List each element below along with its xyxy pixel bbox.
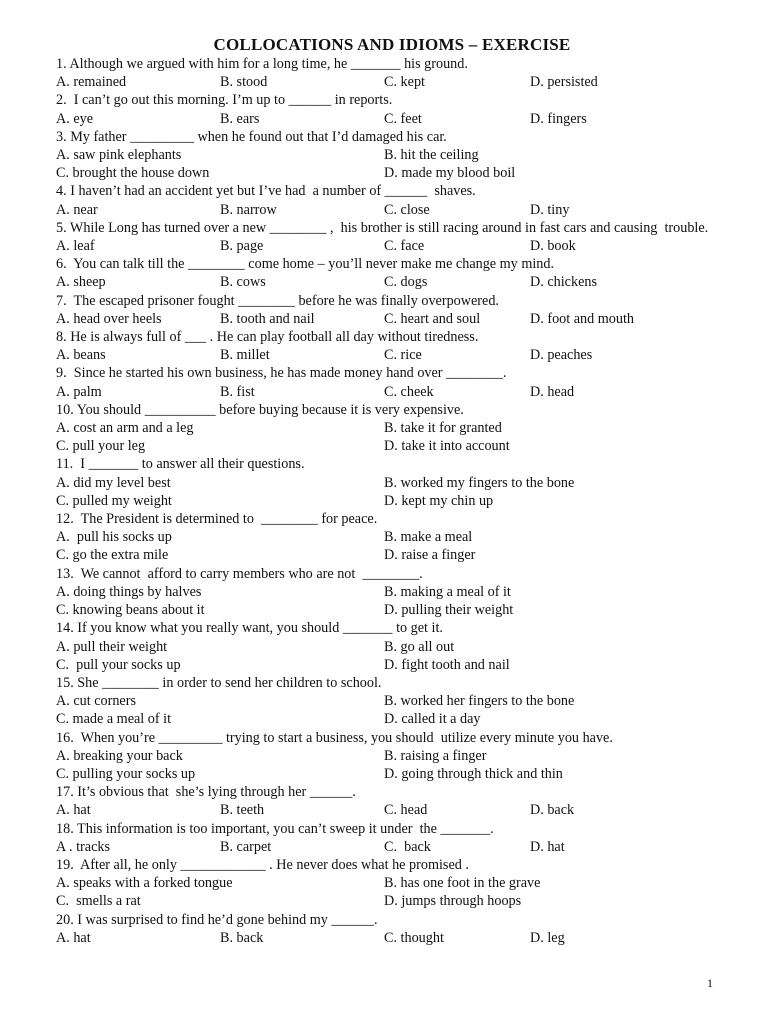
question-stem: 5. While Long has turned over a new ________ , his brother is still racing around in fast cars and causing trouble. bbox=[56, 219, 709, 236]
answer-option-d: D. back bbox=[530, 802, 575, 819]
question-stem: 6. You can talk till the ________ come home – you’ll never make me change my mind. bbox=[56, 256, 555, 273]
answer-options bbox=[56, 474, 728, 510]
answer-option-d: D. chickens bbox=[530, 274, 597, 291]
answer-option-a: A. eye bbox=[56, 110, 94, 127]
answer-option-b: B. narrow bbox=[220, 201, 277, 218]
answer-option-c: C. thought bbox=[384, 929, 444, 946]
answer-option-b: B. raising a finger bbox=[384, 747, 487, 764]
answer-options bbox=[56, 273, 728, 291]
answer-option-d: D. foot and mouth bbox=[530, 310, 635, 327]
answer-option-b: B. worked her fingers to the bone bbox=[384, 693, 575, 710]
answer-options bbox=[56, 383, 728, 401]
answer-option-c: C. go the extra mile bbox=[56, 547, 169, 564]
question-7 bbox=[56, 292, 728, 328]
answer-option-d: D. tiny bbox=[530, 201, 570, 218]
question-3 bbox=[56, 128, 728, 183]
question-stem: 11. I _______ to answer all their questions. bbox=[56, 456, 305, 473]
answer-option-b: B. making a meal of it bbox=[384, 583, 511, 600]
answer-option-b: B. carpet bbox=[220, 838, 272, 855]
answer-option-d: D. fight tooth and nail bbox=[384, 656, 510, 673]
answer-option-d: D. jumps through hoops bbox=[384, 893, 522, 910]
answer-option-a: A . tracks bbox=[56, 838, 110, 855]
answer-options bbox=[56, 528, 728, 564]
question-17 bbox=[56, 783, 728, 819]
question-stem: 4. I haven’t had an accident yet but I’ve had a number of ______ shaves. bbox=[56, 183, 476, 200]
question-8 bbox=[56, 328, 728, 364]
question-2 bbox=[56, 91, 728, 127]
answer-option-c: C. pull your leg bbox=[56, 438, 146, 455]
answer-option-c: C. face bbox=[384, 238, 425, 255]
question-stem: 10. You should __________ before buying because it is very expensive. bbox=[56, 401, 464, 418]
question-stem: 13. We cannot afford to carry members who are not ________. bbox=[56, 565, 423, 582]
answer-options bbox=[56, 929, 728, 947]
question-stem: 19. After all, he only ____________ . He never does what he promised . bbox=[56, 856, 469, 873]
answer-option-a: A. leaf bbox=[56, 238, 95, 255]
question-4 bbox=[56, 182, 728, 218]
question-stem: 20. I was surprised to find he’d gone behind my ______. bbox=[56, 911, 378, 928]
answer-option-a: A. doing things by halves bbox=[56, 583, 202, 600]
answer-option-b: B. make a meal bbox=[384, 529, 473, 546]
answer-options bbox=[56, 638, 728, 674]
answer-option-d: D. take it into account bbox=[384, 438, 510, 455]
answer-options bbox=[56, 310, 728, 328]
answer-option-b: B. hit the ceiling bbox=[384, 147, 479, 164]
answer-options bbox=[56, 747, 728, 783]
answer-option-a: A. sheep bbox=[56, 274, 106, 291]
answer-option-b: B. teeth bbox=[220, 802, 265, 819]
answer-options bbox=[56, 237, 728, 255]
answer-option-b: B. back bbox=[220, 929, 264, 946]
answer-option-a: A. did my level best bbox=[56, 474, 171, 491]
question-stem: 17. It’s obvious that she’s lying through her ______. bbox=[56, 784, 356, 801]
answer-option-a: A. remained bbox=[56, 74, 127, 91]
question-6 bbox=[56, 255, 728, 291]
answer-option-c: C. back bbox=[384, 838, 431, 855]
answer-option-d: D. fingers bbox=[530, 110, 587, 127]
question-1 bbox=[56, 55, 728, 91]
answer-option-a: A. palm bbox=[56, 383, 102, 400]
answer-option-c: C. pull your socks up bbox=[56, 656, 181, 673]
answer-option-b: B. page bbox=[220, 238, 264, 255]
question-13 bbox=[56, 565, 728, 620]
answer-option-a: A. pull his socks up bbox=[56, 529, 172, 546]
answer-option-c: C. pulled my weight bbox=[56, 492, 172, 509]
answer-option-d: D. kept my chin up bbox=[384, 492, 494, 509]
answer-option-d: D. made my blood boil bbox=[384, 165, 516, 182]
question-stem: 9. Since he started his own business, he has made money hand over ________. bbox=[56, 365, 507, 382]
question-16 bbox=[56, 729, 728, 784]
answer-options bbox=[56, 419, 728, 455]
answer-option-b: B. has one foot in the grave bbox=[384, 875, 541, 892]
answer-option-b: B. take it for granted bbox=[384, 420, 502, 437]
question-10 bbox=[56, 401, 728, 456]
answer-option-a: A. hat bbox=[56, 929, 91, 946]
answer-option-d: D. called it a day bbox=[384, 711, 481, 728]
answer-option-a: A. near bbox=[56, 201, 98, 218]
answer-options bbox=[56, 838, 728, 856]
answer-option-c: C. brought the house down bbox=[56, 165, 210, 182]
answer-option-a: A. beans bbox=[56, 347, 106, 364]
answer-option-b: B. cows bbox=[220, 274, 266, 291]
question-18 bbox=[56, 820, 728, 856]
answer-option-c: C. dogs bbox=[384, 274, 428, 291]
question-stem: 2. I can’t go out this morning. I’m up to ______ in reports. bbox=[56, 92, 393, 109]
question-stem: 14. If you know what you really want, you should _______ to get it. bbox=[56, 620, 443, 637]
question-stem: 18. This information is too important, you can’t sweep it under the _______. bbox=[56, 820, 494, 837]
answer-option-c: C. made a meal of it bbox=[56, 711, 172, 728]
answer-option-d: D. raise a finger bbox=[384, 547, 476, 564]
answer-option-a: A. head over heels bbox=[56, 310, 162, 327]
answer-option-d: D. persisted bbox=[530, 74, 598, 91]
question-stem: 8. He is always full of ___ . He can play football all day without tiredness. bbox=[56, 329, 479, 346]
answer-option-b: B. tooth and nail bbox=[220, 310, 315, 327]
question-5 bbox=[56, 219, 728, 255]
answer-option-c: C. head bbox=[384, 802, 428, 819]
answer-option-b: B. go all out bbox=[384, 638, 455, 655]
question-list bbox=[56, 55, 728, 947]
question-14 bbox=[56, 619, 728, 674]
answer-options bbox=[56, 346, 728, 364]
answer-option-c: C. smells a rat bbox=[56, 893, 141, 910]
answer-option-a: A. saw pink elephants bbox=[56, 147, 182, 164]
answer-option-b: B. stood bbox=[220, 74, 268, 91]
question-stem: 15. She ________ in order to send her children to school. bbox=[56, 674, 382, 691]
question-stem: 12. The President is determined to ________ for peace. bbox=[56, 511, 378, 528]
answer-option-a: A. cut corners bbox=[56, 693, 136, 710]
question-15 bbox=[56, 674, 728, 729]
question-20 bbox=[56, 911, 728, 947]
question-9 bbox=[56, 364, 728, 400]
answer-options bbox=[56, 583, 728, 619]
question-stem: 16. When you’re _________ trying to start a business, you should utilize every minute you have. bbox=[56, 729, 613, 746]
answer-option-a: A. cost an arm and a leg bbox=[56, 420, 194, 437]
answer-option-c: C. close bbox=[384, 201, 430, 218]
question-11 bbox=[56, 455, 728, 510]
answer-option-d: D. leg bbox=[530, 929, 565, 946]
answer-option-d: D. book bbox=[530, 238, 576, 255]
answer-option-c: C. kept bbox=[384, 74, 425, 91]
answer-option-a: A. hat bbox=[56, 802, 91, 819]
answer-option-c: C. feet bbox=[384, 110, 422, 127]
answer-option-a: A. speaks with a forked tongue bbox=[56, 875, 233, 892]
answer-option-a: A. pull their weight bbox=[56, 638, 168, 655]
answer-option-a: A. breaking your back bbox=[56, 747, 183, 764]
question-12 bbox=[56, 510, 728, 565]
answer-options bbox=[56, 801, 728, 819]
answer-option-b: B. millet bbox=[220, 347, 270, 364]
answer-option-c: C. rice bbox=[384, 347, 422, 364]
answer-option-c: C. cheek bbox=[384, 383, 434, 400]
question-19 bbox=[56, 856, 728, 911]
answer-option-b: B. fist bbox=[220, 383, 255, 400]
answer-option-d: D. head bbox=[530, 383, 575, 400]
answer-options bbox=[56, 692, 728, 728]
answer-option-b: B. worked my fingers to the bone bbox=[384, 474, 575, 491]
page-title: COLLOCATIONS AND IDIOMS – EXERCISE bbox=[213, 35, 571, 54]
answer-option-c: C. heart and soul bbox=[384, 310, 481, 327]
answer-options bbox=[56, 874, 728, 910]
answer-option-b: B. ears bbox=[220, 110, 260, 127]
answer-option-c: C. knowing beans about it bbox=[56, 602, 205, 619]
question-stem: 3. My father _________ when he found out that I’d damaged his car. bbox=[56, 128, 447, 145]
answer-options bbox=[56, 73, 728, 91]
question-stem: 7. The escaped prisoner fought ________ before he was finally overpowered. bbox=[56, 292, 499, 309]
question-stem: 1. Although we argued with him for a long time, he _______ his ground. bbox=[56, 56, 468, 72]
answer-options bbox=[56, 146, 728, 182]
answer-options bbox=[56, 201, 728, 219]
answer-option-d: D. peaches bbox=[530, 347, 593, 364]
answer-option-d: D. pulling their weight bbox=[384, 602, 514, 619]
page-number: 1 bbox=[707, 976, 713, 990]
answer-option-d: D. hat bbox=[530, 838, 565, 855]
answer-option-c: C. pulling your socks up bbox=[56, 765, 196, 782]
answer-option-d: D. going through thick and thin bbox=[384, 765, 563, 782]
answer-options bbox=[56, 110, 728, 128]
